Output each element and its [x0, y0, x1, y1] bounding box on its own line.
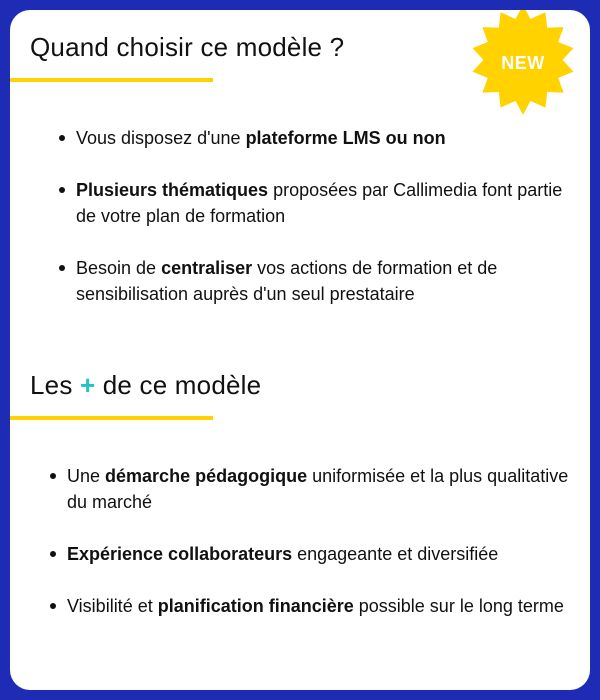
when-list: [76, 125, 566, 333]
list-item: Plusieurs thématiques proposées par Callimedia font partie de votre plan de formation: [76, 177, 566, 229]
list-item: Expérience collaborateurs engageante et diversifiée: [67, 541, 572, 567]
list-item: Visibilité et planification financière possible sur le long terme: [67, 593, 572, 619]
list-item: Une démarche pédagogique uniformisée et la plus qualitative du marché: [67, 463, 572, 515]
badge-label: NEW: [501, 52, 545, 73]
list-item: Vous disposez d'une plateforme LMS ou non: [76, 125, 566, 151]
new-badge: [460, 10, 586, 116]
section-title-when: Quand choisir ce modèle ?: [30, 32, 345, 62]
title-underline: [10, 78, 213, 82]
info-card: [10, 10, 590, 690]
plus-icon: +: [79, 370, 96, 400]
section-title-benefits: Les + de ce modèle: [30, 370, 262, 400]
title-underline: [10, 416, 213, 420]
benefits-list: [67, 463, 572, 645]
list-item: Besoin de centraliser vos actions de formation et de sensibilisation auprès d'un seul prestataire: [76, 255, 566, 307]
